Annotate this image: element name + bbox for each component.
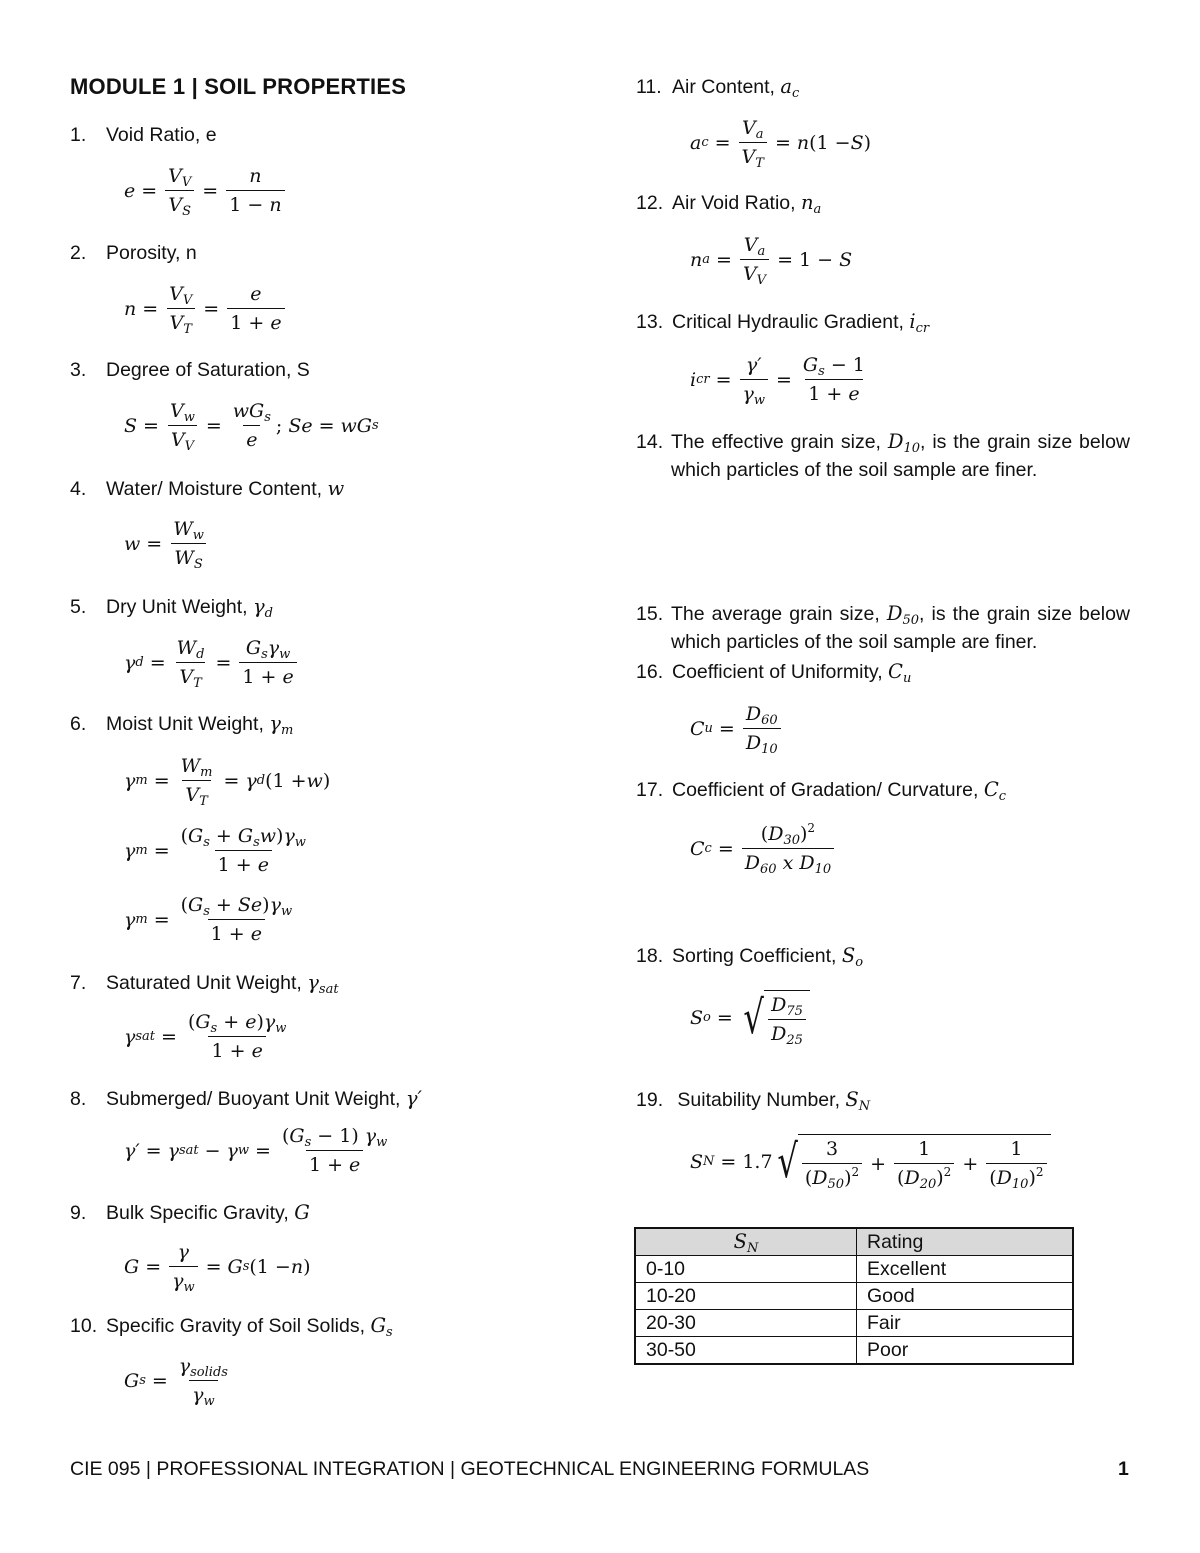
formula-moist-unit-weight-1: γ m = $\frac{W_m}{V_T}$ = γ d (1 + w )	[124, 755, 331, 809]
table-cell-range: 0-10	[635, 1256, 857, 1283]
table-header-row	[635, 1228, 1073, 1256]
item-specific-gravity-solids: 10. Specific Gravity of Soil Solids, $G_s$	[70, 1314, 393, 1340]
formula-degree-of-saturation: S = $\frac{V_w}{V_V}$ = $\frac{wG_s}{e}$ ; Se = wG s	[124, 400, 379, 454]
item-effective-grain-size: 14. The effective grain size, $D_{10}$, is the grain size below which particles of the soil sample are finer.	[636, 430, 1131, 481]
item-suitability-number: 19. Suitability Number, $S_N$	[636, 1088, 871, 1114]
item-coefficient-of-uniformity: 16. Coefficient of Uniformity, $C_u$	[636, 660, 912, 686]
formula-bulk-specific-gravity: G = $\frac{\gamma}{\gamma_w}$ = G s (1 − n )	[124, 1241, 311, 1295]
item-water-content: 4. Water/ Moisture Content, w	[70, 477, 345, 500]
item-moist-unit-weight: 6. Moist Unit Weight, $\gamma_m$	[70, 712, 294, 738]
item-porosity: 2. Porosity, n	[70, 242, 197, 264]
formula-air-void-ratio: n a = $\frac{V_a}{V_V}$ = 1 − S	[690, 234, 853, 288]
formula-submerged-unit-weight: γ′ = γ sat − γ w = $\frac{(G_s - 1) \gamma_w}{1 + e}$	[124, 1125, 388, 1176]
table-cell-range: 30-50	[635, 1337, 857, 1365]
item-bulk-specific-gravity: 9. Bulk Specific Gravity, G	[70, 1201, 310, 1224]
formula-specific-gravity-solids: G s = $\frac{\gamma_{solids}}{\gamma_w}$	[124, 1355, 228, 1409]
item-average-grain-size: 15. The average grain size, $D_{50}$, is the grain size below which particles of the soil sample are finer.	[636, 602, 1131, 653]
table-row	[635, 1337, 1073, 1365]
table-row	[635, 1310, 1073, 1337]
formula-moist-unit-weight-3: γ m = $\frac{(G_s + Se)\gamma_w}{1 + e}$	[124, 894, 293, 945]
item-sorting-coefficient: 18. Sorting Coefficient, $S_o$	[636, 944, 864, 970]
table-header-sn: $S_N$	[635, 1228, 857, 1256]
formula-coefficient-of-uniformity: C u = $\frac{D_{60}}{D_{10}}$	[690, 702, 783, 755]
item-saturated-unit-weight: 7. Saturated Unit Weight, $\gamma_{sat}$	[70, 971, 339, 997]
page-number: 1	[1118, 1458, 1129, 1480]
formula-void-ratio: e = $\frac{V_V}{V_S}$ = $\frac{n}{1 - n}$	[124, 164, 287, 217]
formula-water-content: w = $\frac{W_w}{W_S}$	[124, 518, 204, 572]
formula-dry-unit-weight: γ d = $\frac{W_d}{V_T}$ = $\frac{G_s\gamma_w}{1 + e}$	[124, 636, 299, 689]
formula-air-content: a c = $\frac{V_a}{V_T}$ = n (1 − S )	[690, 117, 872, 171]
table-header-rating: Rating	[857, 1228, 1074, 1256]
item-critical-hydraulic-gradient: 13. Critical Hydraulic Gradient, $i_{cr}$	[636, 310, 930, 336]
item-air-content: 11. Air Content, $a_c$	[636, 75, 800, 101]
table-row	[635, 1283, 1073, 1310]
formula-critical-hydraulic-gradient: i cr = $\frac{\gamma'}{\gamma_w}$ = $\frac{G_s - 1}{1 + e}$	[690, 354, 865, 408]
table-cell-range: 20-30	[635, 1310, 857, 1337]
module-title: MODULE 1 | SOIL PROPERTIES	[70, 74, 407, 99]
table-cell-rating: Good	[857, 1283, 1074, 1310]
item-coefficient-of-gradation: 17. Coefficient of Gradation/ Curvature, $C_c$	[636, 778, 1007, 804]
item-degree-of-saturation: 3. Degree of Saturation, S	[70, 359, 310, 381]
item-dry-unit-weight: 5. Dry Unit Weight, $\gamma_d$	[70, 595, 273, 621]
item-submerged-unit-weight: 8. Submerged/ Buoyant Unit Weight, γ′	[70, 1087, 422, 1110]
table-cell-rating: Fair	[857, 1310, 1074, 1337]
table-cell-rating: Excellent	[857, 1256, 1074, 1283]
formula-coefficient-of-gradation: C c = $\frac{(D_{30})^2}{D_{60} x D_{10}}$	[690, 822, 836, 875]
formula-moist-unit-weight-2: γ m = $\frac{(G_s + G_sw)\gamma_w}{1 + e}$	[124, 825, 306, 876]
right-column	[636, 0, 1136, 1192]
formula-suitability-number: S N = 1.7 √ $\frac{3}{(D_{50})^2}$ + $\frac{1}{(D_{20})^2}$ + $\frac{1}{(D_{10})^2}$	[690, 1134, 1051, 1190]
formula-porosity: n = $\frac{V_V}{V_T}$ = $\frac{e}{1 + e}$	[124, 282, 287, 335]
item-air-void-ratio: 12. Air Void Ratio, $n_a$	[636, 191, 822, 217]
formula-sorting-coefficient: S o = √ $\frac{D_{75}}{D_{25}}$	[690, 990, 810, 1046]
table-row	[635, 1256, 1073, 1283]
item-void-ratio: 1. Void Ratio, e	[70, 124, 217, 146]
page-footer: CIE 095 | PROFESSIONAL INTEGRATION | GEOTECHNICAL ENGINEERING FORMULAS	[70, 1458, 870, 1480]
suitability-rating-table	[634, 1227, 1074, 1365]
table-cell-rating: Poor	[857, 1337, 1074, 1365]
table-cell-range: 10-20	[635, 1283, 857, 1310]
formula-saturated-unit-weight: γ sat = $\frac{(G_s + e)\gamma_w}{1 + e}$	[124, 1011, 287, 1062]
